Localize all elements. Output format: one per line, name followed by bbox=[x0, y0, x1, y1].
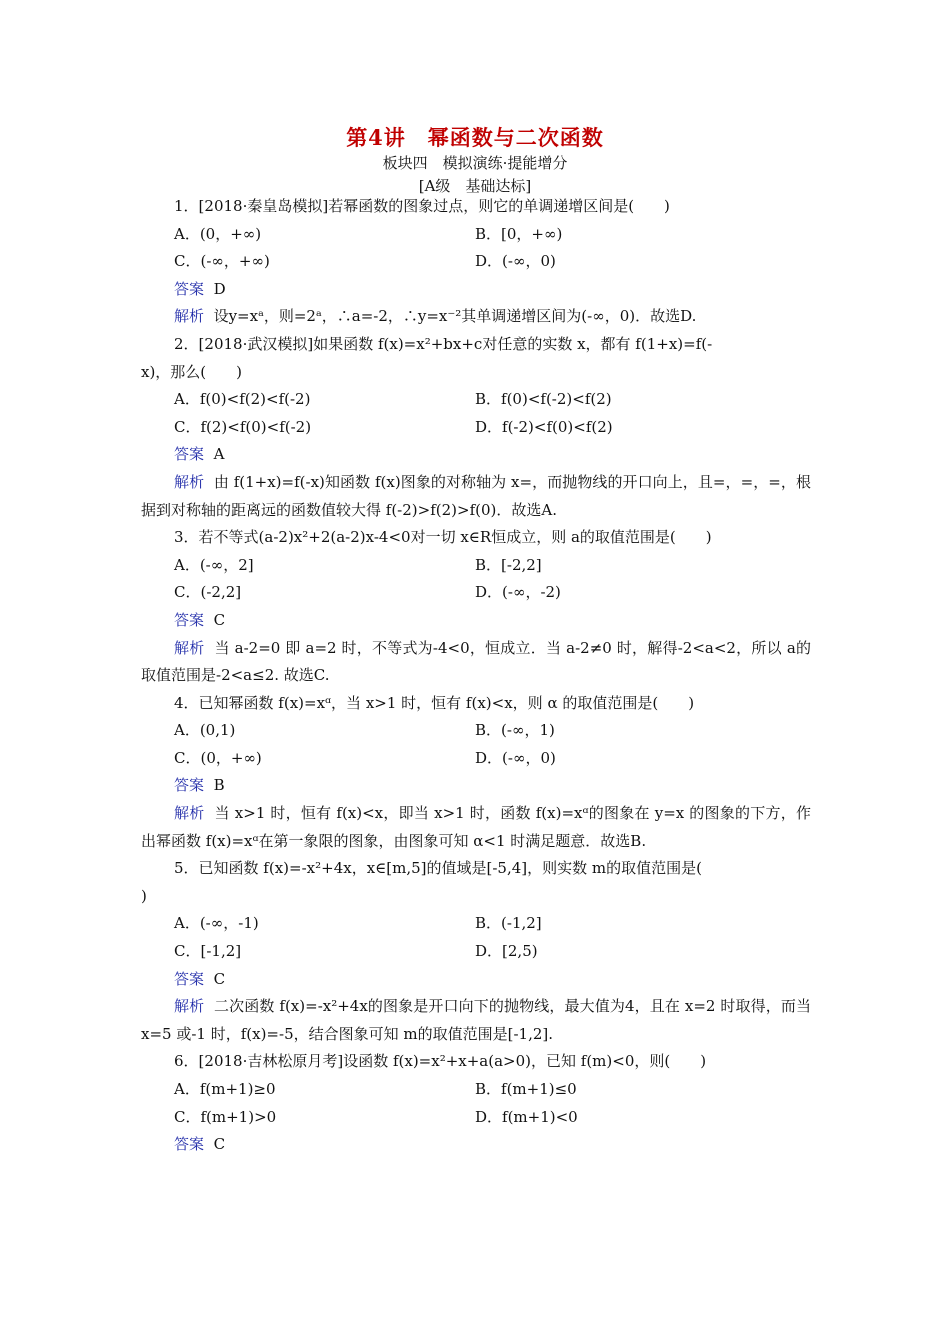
analysis-text: 二次函数 f(x)=-x²+4x的图象是开口向下的抛物线，最大值为4，且在 x=2 时取得，而当 x=5 或-1 时，f(x)=-5，结合图象可知 m的取值范围是[-1,2]. bbox=[141, 997, 811, 1043]
option-d: D．[2,5) bbox=[475, 942, 538, 961]
option-b: B．[-2,2] bbox=[475, 555, 542, 574]
option-row bbox=[141, 717, 811, 745]
option-row bbox=[141, 1076, 811, 1104]
question-stem: 2．[2018·武汉模拟]如果函数 f(x)=x²+bx+c对任意的实数 x，都有 f(1+x)=f(- bbox=[174, 334, 713, 353]
answer-value: C bbox=[213, 1135, 226, 1154]
option-row bbox=[141, 552, 811, 580]
answer-label: 答案 bbox=[174, 279, 205, 298]
option-row bbox=[141, 1104, 811, 1132]
analysis-label: 解析 bbox=[174, 997, 205, 1016]
analysis-text: 当 a-2=0 即 a=2 时，不等式为-4<0，恒成立．当 a-2≠0 时，解得-2<a<2，所以 a的取值范围是-2<a≤2. 故选C. bbox=[141, 638, 811, 685]
question-stem: 4．已知幂函数 f(x)=xᵅ，当 x>1 时，恒有 f(x)<x，则 α 的取值范围是( ) bbox=[174, 693, 695, 712]
option-row bbox=[141, 745, 811, 773]
answer-label: 答案 bbox=[174, 776, 205, 795]
lesson-title: 第4讲 幂函数与二次函数 bbox=[346, 125, 604, 150]
option-c: C．f(m+1)>0 bbox=[174, 1107, 277, 1126]
option-d: D．(-∞，0) bbox=[475, 748, 556, 767]
answer-value: C bbox=[213, 969, 226, 988]
option-a: A．(0,1) bbox=[174, 721, 236, 740]
answer-line bbox=[141, 607, 811, 635]
answer-line bbox=[141, 966, 811, 994]
analysis-text: 当 x>1 时，恒有 f(x)<x，即当 x>1 时，函数 f(x)=xᵅ的图象在 y=x 的图象的下方，作出幂函数 f(x)=xᵅ在第一象限的图象，由图象可知 α<1 时满足题意．故选B. bbox=[141, 804, 811, 850]
option-b: B．(-∞，1) bbox=[475, 721, 555, 740]
answer-line bbox=[141, 772, 811, 800]
analysis-paragraph bbox=[141, 993, 811, 1048]
answer-value: B bbox=[213, 776, 225, 795]
answer-line bbox=[141, 1131, 811, 1159]
answer-value: C bbox=[213, 610, 226, 629]
analysis-paragraph bbox=[141, 635, 811, 690]
level-heading: [A级 基础达标] bbox=[418, 177, 532, 195]
option-c: C．(0，+∞) bbox=[174, 748, 262, 767]
option-a: A．(-∞，2] bbox=[174, 555, 254, 574]
option-row bbox=[141, 386, 811, 414]
answer-line bbox=[141, 441, 811, 469]
question-stem-continued: ) bbox=[141, 886, 147, 905]
option-c: C．(-2,2] bbox=[174, 583, 242, 602]
option-a: A．(0，+∞) bbox=[174, 224, 262, 243]
answer-value: A bbox=[213, 445, 225, 464]
option-a: A．(-∞，-1) bbox=[174, 914, 259, 933]
option-b: B．[0，+∞) bbox=[475, 224, 563, 243]
answer-label: 答案 bbox=[174, 969, 205, 988]
analysis-text: 由 f(1+x)=f(-x)知函数 f(x)图象的对称轴为 x=，而抛物线的开口向上，且=，=，=，根据到对称轴的距离远的函数值较大得 f(-2)>f(2)>f(0)．故选A. bbox=[141, 472, 811, 519]
option-c: C．[-1,2] bbox=[174, 942, 242, 961]
option-row bbox=[141, 910, 811, 938]
option-row bbox=[141, 414, 811, 442]
question-list bbox=[141, 193, 811, 1159]
answer-value: D bbox=[213, 279, 226, 298]
question-stem: 1．[2018·秦皇岛模拟]若幂函数的图象过点，则它的单调递增区间是( ) bbox=[174, 197, 670, 215]
option-b: B．f(0)<f(-2)<f(2) bbox=[475, 390, 612, 409]
option-a: A．f(m+1)≥0 bbox=[174, 1080, 276, 1098]
answer-line bbox=[141, 276, 811, 304]
option-b: B．(-1,2] bbox=[475, 914, 542, 933]
option-row bbox=[141, 248, 811, 276]
question-stem: 6．[2018·吉林松原月考]设函数 f(x)=x²+x+a(a>0)，已知 f(m)<0，则( ) bbox=[174, 1052, 707, 1071]
option-row bbox=[141, 221, 811, 249]
analysis-label: 解析 bbox=[174, 307, 205, 326]
option-row bbox=[141, 938, 811, 966]
answer-label: 答案 bbox=[174, 1135, 205, 1154]
question-stem-continued: x)，那么( ) bbox=[141, 362, 243, 381]
option-d: D．f(-2)<f(0)<f(2) bbox=[475, 417, 613, 436]
question-stem: 5．已知函数 f(x)=-x²+4x，x∈[m,5]的值域是[-5,4]，则实数 m的取值范围是( bbox=[174, 859, 702, 878]
analysis-text: 设y=xᵃ，则=2ᵃ，∴a=-2，∴y=x⁻²其单调递增区间为(-∞，0)．故选D. bbox=[213, 307, 697, 326]
analysis-paragraph bbox=[141, 303, 811, 331]
question-stem: 3．若不等式(a-2)x²+2(a-2)x-4<0对一切 x∈R恒成立，则 a的取值范围是( ) bbox=[174, 528, 712, 547]
option-c: C．(-∞，+∞) bbox=[174, 252, 270, 271]
answer-label: 答案 bbox=[174, 445, 205, 464]
option-a: A．f(0)<f(2)<f(-2) bbox=[174, 390, 311, 409]
option-d: D．f(m+1)<0 bbox=[475, 1107, 578, 1126]
option-b: B．f(m+1)≤0 bbox=[475, 1080, 577, 1098]
analysis-paragraph bbox=[141, 469, 811, 524]
analysis-paragraph bbox=[141, 800, 811, 855]
analysis-label: 解析 bbox=[174, 638, 205, 657]
analysis-label: 解析 bbox=[174, 804, 205, 823]
option-d: D．(-∞，0) bbox=[475, 252, 556, 271]
analysis-label: 解析 bbox=[174, 472, 205, 491]
option-c: C．f(2)<f(0)<f(-2) bbox=[174, 417, 312, 436]
option-d: D．(-∞，-2) bbox=[475, 583, 561, 602]
section-subtitle: 板块四 模拟演练·提能增分 bbox=[382, 154, 568, 172]
answer-label: 答案 bbox=[174, 610, 205, 629]
option-row bbox=[141, 579, 811, 607]
